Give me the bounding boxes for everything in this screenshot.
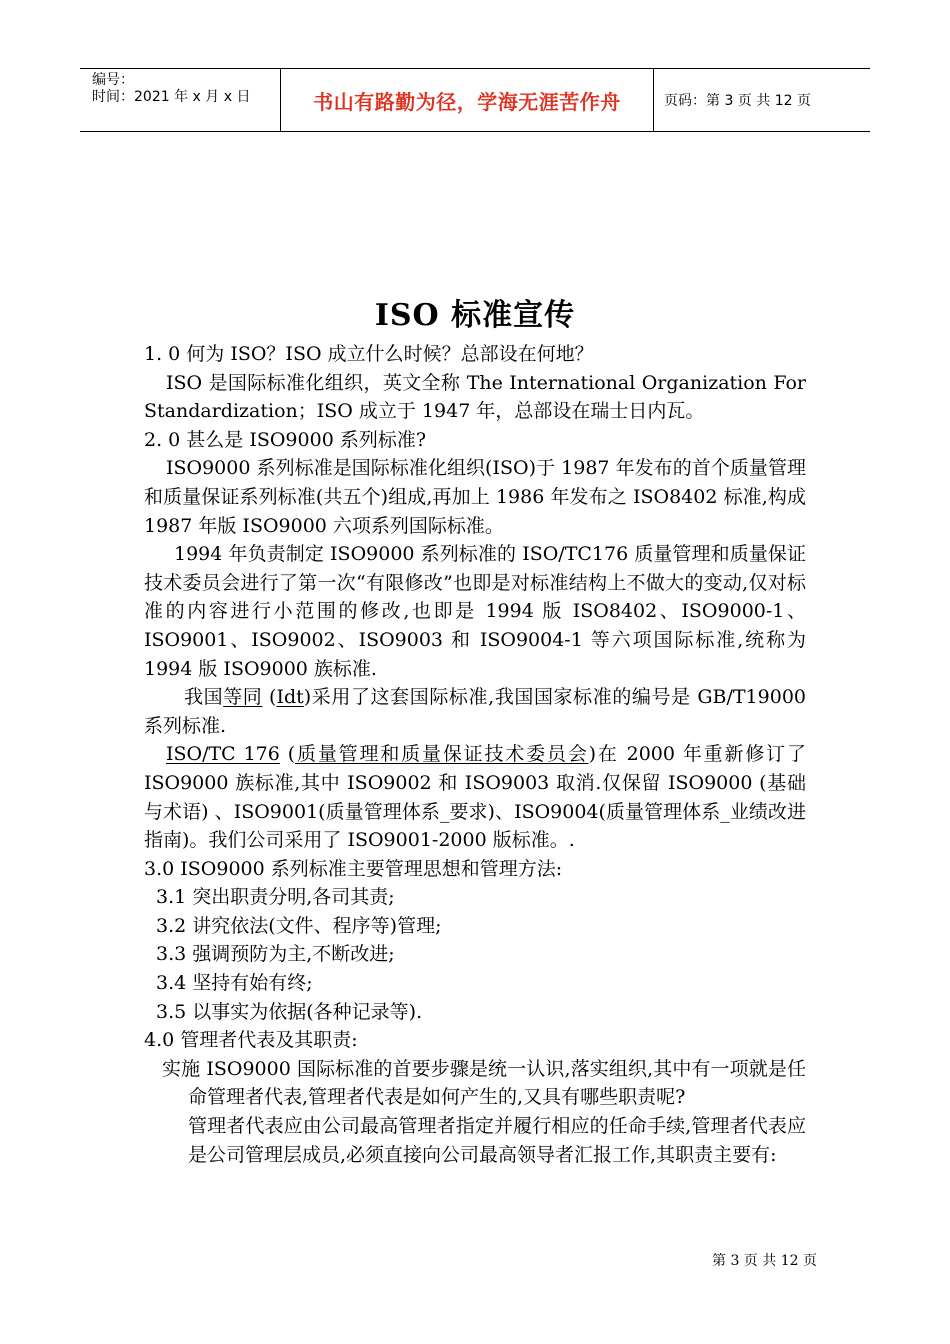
answer-5-post: )在 2000 年重新修订了 ISO9000 族标准,其中 ISO9002 和 ISO9003 取消.仅保留 ISO9000 (基础与术语) 、ISO9001(质量管理体系_要求)、ISO9004(质量管理体系_业绩改进指南)。我们公司采用了 ISO9001-2000 版标准。.	[144, 743, 806, 852]
answer-4-post: )采用了这套国际标准,我国国家标准的编号是 GB/T19000 系列标准.	[144, 686, 806, 737]
list-item: 3.3 强调预防为主,不断改进;	[156, 943, 395, 966]
document-body	[144, 340, 806, 1169]
answer-3: 1994 年负责制定 ISO9000 系列标准的 ISO/TC176 质量管理和质量保证技术委员会进行了第一次“有限修改”也即是对标准结构上不做大的变动,仅对标准的内容进行小范围的修改,也即是 1994 版 ISO8402、ISO9000-1、ISO9001、ISO9002、ISO9003 和 ISO9004-1 等六项国际标准,统称为 1994 版 ISO9000 族标准.	[144, 543, 806, 680]
question-1: 1. 0 何为 ISO？ISO 成立什么时候？总部设在何地？	[144, 343, 594, 365]
answer-4-pre: 我国	[184, 686, 224, 709]
header-motto: 书山有路勤为径，学海无涯苦作舟	[313, 89, 621, 114]
question-4: 4.0 管理者代表及其职责:	[144, 1029, 358, 1052]
document-title: ISO 标准宣传	[374, 298, 576, 333]
list-item: 3.4 坚持有始有终;	[156, 972, 313, 995]
header-motto-cell	[281, 69, 654, 131]
page-header	[80, 68, 870, 132]
answer-2: ISO9000 系列标准是国际标准化组织(ISO)于 1987 年发布的首个质量管理和质量保证系列标准(共五个)组成,再加上 1986 年发布之 ISO8402 标准,构成 1987 年版 ISO9000 六项系列国际标准。	[144, 457, 806, 537]
answer-7: 管理者代表应由公司最高管理者指定并履行相应的任命手续,管理者代表应是公司管理层成员,必须直接向公司最高领导者汇报工作,其职责主要有:	[188, 1115, 806, 1166]
question-3: 3.0 ISO9000 系列标准主要管理思想和管理方法:	[144, 857, 563, 880]
list-item: 3.1 突出职责分明,各司其责;	[156, 886, 395, 909]
list-item: 3.5 以事实为依据(各种记录等).	[156, 1000, 423, 1023]
answer-1: ISO 是国际标准化组织，英文全称 The International Organization For Standardization；ISO 成立于 1947 年，总部设在瑞士日内瓦。	[144, 371, 806, 423]
answer-5	[144, 740, 806, 854]
header-meta	[80, 69, 281, 131]
term-committee: 质量管理和质量保证技术委员会	[295, 743, 589, 766]
term-idt: Idt	[276, 686, 304, 709]
answer-4	[144, 683, 806, 740]
answer-6: 实施 ISO9000 国际标准的首要步骤是统一认识,落实组织,其中有一项就是任命管理者代表,管理者代表是如何产生的,又具有哪些职责呢?	[162, 1057, 806, 1109]
list-item: 3.2 讲究依法(文件、程序等)管理;	[156, 914, 442, 937]
header-page-cell	[654, 69, 870, 131]
answer-4-mid: (	[262, 686, 277, 709]
term-iso-tc176: ISO/TC 176	[166, 743, 280, 766]
answer-5-mid: (	[279, 743, 296, 766]
term-dengtong: 等同	[223, 686, 263, 709]
number-label: 编号：	[92, 72, 134, 88]
question-2: 2. 0 甚么是 ISO9000 系列标准?	[144, 428, 427, 451]
page-footer: 第 3 页 共 12 页	[712, 1253, 817, 1269]
time-label: 时间：2021 年 x 月 x 日	[92, 89, 251, 105]
header-page-info: 页码：第 3 页 共 12 页	[664, 93, 811, 109]
